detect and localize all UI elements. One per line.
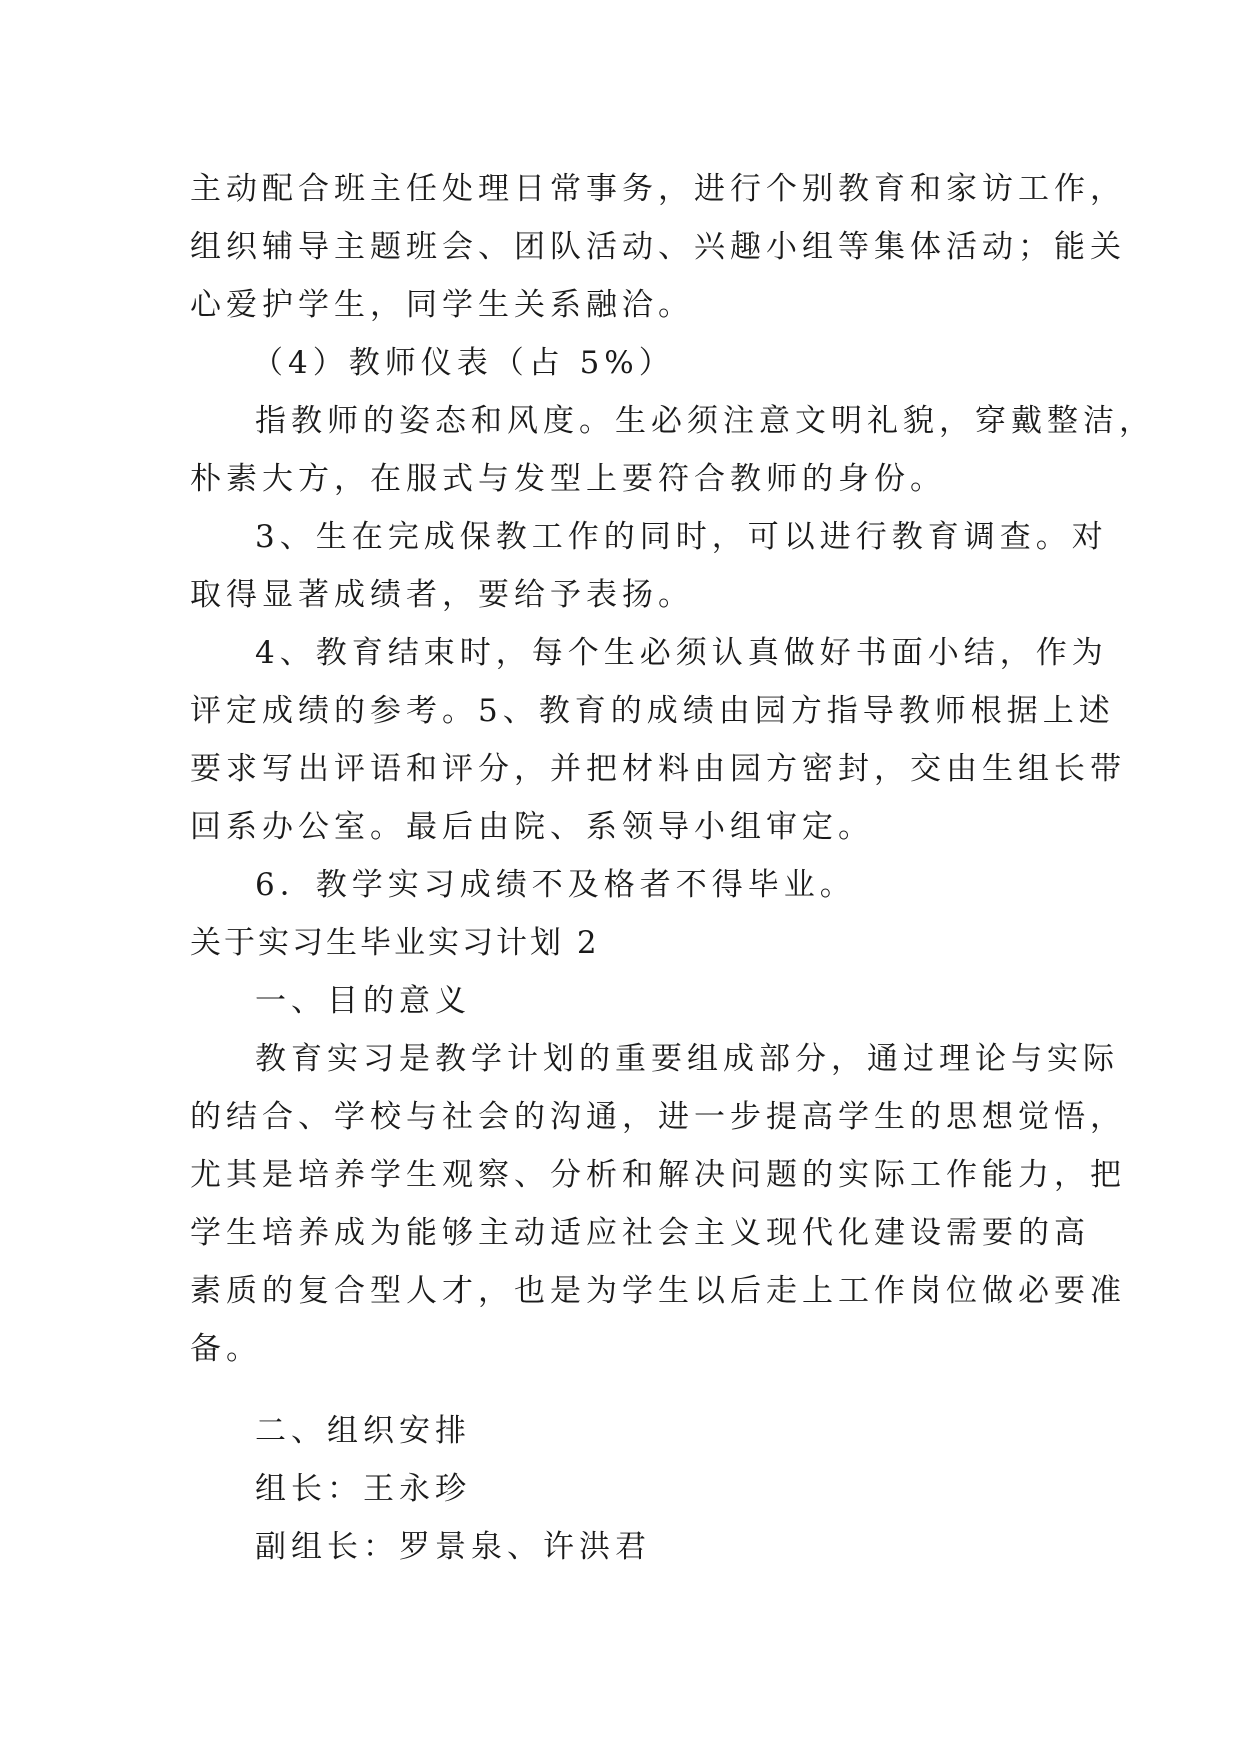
- body-line: 心爱护学生，同学生关系融洽。: [190, 287, 694, 323]
- body-line: 4、教育结束时，每个生必须认真做好书面小结，作为: [255, 635, 1108, 671]
- body-line: 评定成绩的参考。5、教育的成绩由园方指导教师根据上述: [190, 693, 1115, 729]
- body-line: 取得显著成绩者，要给予表扬。: [190, 577, 694, 613]
- group-leader-line: 组长：王永珍: [255, 1471, 471, 1507]
- document-body: [190, 160, 1155, 1576]
- section-heading-purpose: 一、目的意义: [255, 983, 471, 1019]
- body-line: 回系办公室。最后由院、系领导小组审定。: [190, 809, 874, 845]
- section-heading-teacher-appearance: （4）教师仪表（占 5%）: [252, 345, 675, 381]
- body-line: 教育实习是教学计划的重要组成部分，通过理论与实际: [255, 1041, 1119, 1077]
- deputy-group-leader-line: 副组长：罗景泉、许洪君: [255, 1529, 651, 1565]
- body-line: 朴素大方，在服式与发型上要符合教师的身份。: [190, 461, 946, 497]
- section-heading-organization: 二、组织安排: [255, 1413, 471, 1449]
- document-title: 关于实习生毕业实习计划 2: [190, 925, 600, 961]
- body-line: 要求写出评语和评分，并把材料由园方密封，交由生组长带: [190, 751, 1126, 787]
- body-line: 6．教学实习成绩不及格者不得毕业。: [255, 867, 856, 903]
- body-line: 主动配合班主任处理日常事务，进行个别教育和家访工作，: [190, 171, 1126, 207]
- body-line: 尤其是培养学生观察、分析和解决问题的实际工作能力，把: [190, 1157, 1126, 1193]
- body-line: 组织辅导主题班会、团队活动、兴趣小组等集体活动；能关: [190, 229, 1126, 265]
- body-line: 备。: [190, 1331, 262, 1367]
- body-line: 素质的复合型人才，也是为学生以后走上工作岗位做必要准: [190, 1273, 1126, 1309]
- paragraph-gap: [190, 1378, 1070, 1402]
- body-line: 指教师的姿态和风度。生必须注意文明礼貌，穿戴整洁，: [255, 403, 1155, 439]
- body-line: 3、生在完成保教工作的同时，可以进行教育调查。对: [255, 519, 1108, 555]
- body-line: 学生培养成为能够主动适应社会主义现代化建设需要的高: [190, 1215, 1090, 1251]
- body-line: 的结合、学校与社会的沟通，进一步提高学生的思想觉悟，: [190, 1099, 1126, 1135]
